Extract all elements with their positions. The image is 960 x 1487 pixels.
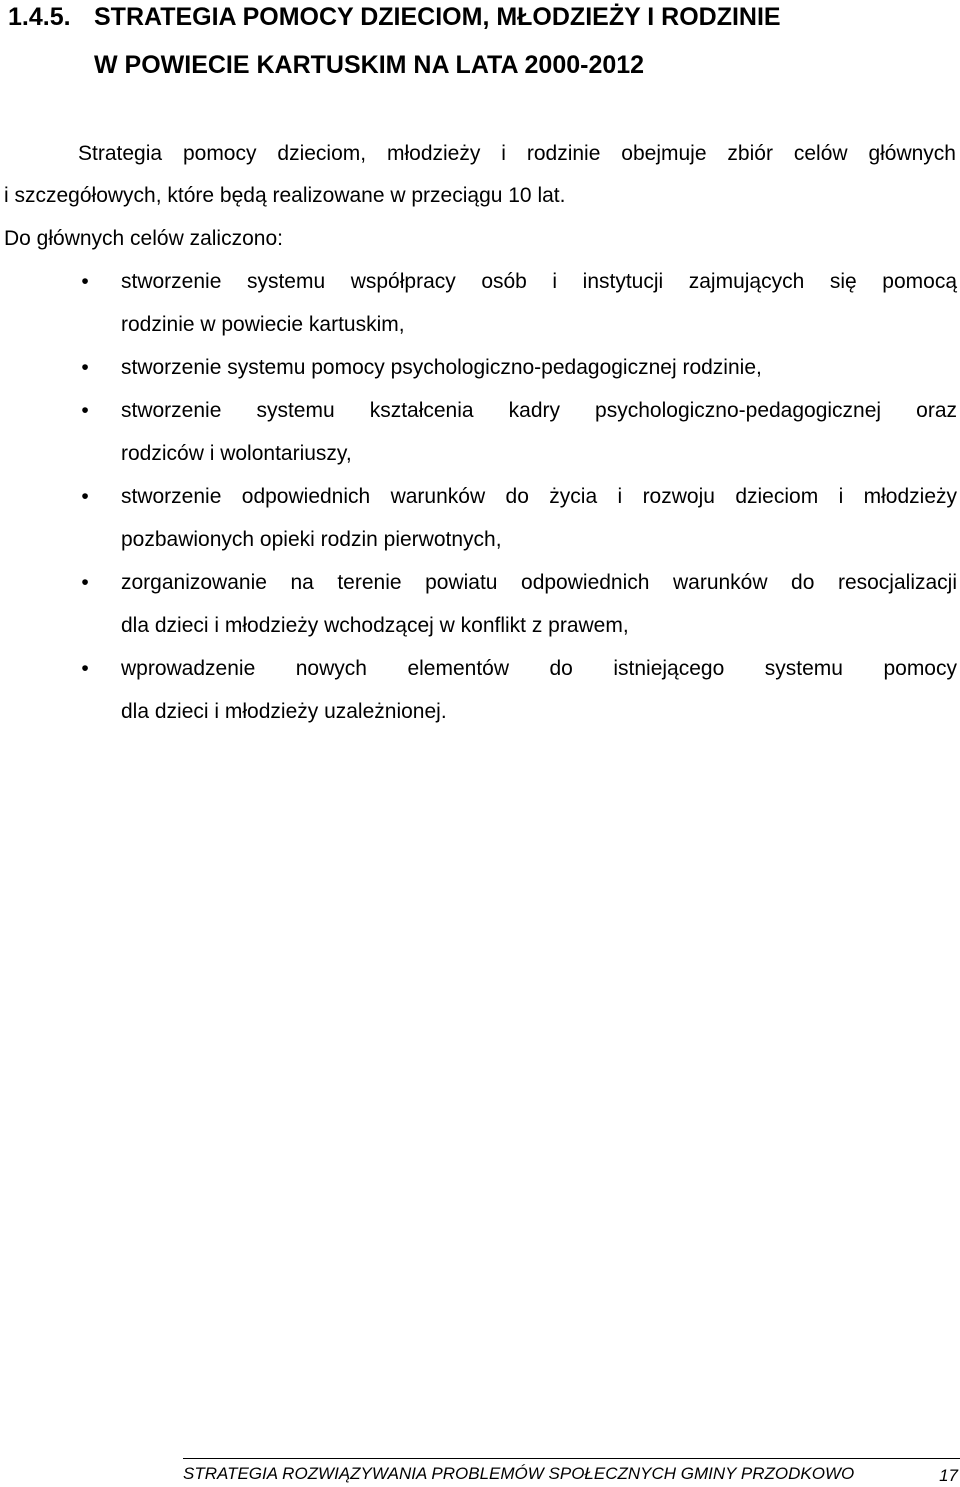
goal-3-line-1: stworzenie systemu kształcenia kadry psychologiczno-pedagogicznej oraz [121, 399, 957, 422]
goals-intro: Do głównych celów zaliczono: [4, 227, 283, 250]
goal-4-line-1: stworzenie odpowiednich warunków do życia i rozwoju dzieciom i młodzieży [121, 485, 957, 508]
bullet-icon: • [81, 571, 89, 594]
bullet-icon: • [81, 657, 89, 680]
goal-4-line-2: pozbawionych opieki rodzin pierwotnych, [121, 528, 502, 551]
footer-title: STRATEGIA ROZWIĄZYWANIA PROBLEMÓW SPOŁECZNYCH GMINY PRZODKOWO [183, 1464, 855, 1483]
intro-line-2: i szczegółowych, które będą realizowane w przeciągu 10 lat. [4, 184, 566, 207]
goal-6-line-1: wprowadzenie nowych elementów do istniejącego systemu pomocy [121, 657, 957, 680]
goal-2-line-1: stworzenie systemu pomocy psychologiczno-pedagogicznej rodzinie, [121, 356, 762, 379]
bullet-icon: • [81, 399, 89, 422]
intro-line-1: Strategia pomocy dzieciom, młodzieży i rodzinie obejmuje zbiór celów głównych [78, 142, 956, 165]
section-title-line-2: W POWIECIE KARTUSKIM NA LATA 2000-2012 [94, 51, 645, 79]
goal-5-line-1: zorganizowanie na terenie powiatu odpowiednich warunków do resocjalizacji [121, 571, 957, 594]
goal-3-line-2: rodziców i wolontariuszy, [121, 442, 352, 465]
page-number: 17 [939, 1466, 958, 1485]
section-heading [8, 2, 781, 32]
section-title-line-1: STRATEGIA POMOCY DZIECIOM, MŁODZIEŻY I RODZINIE [94, 3, 781, 31]
bullet-icon: • [81, 485, 89, 508]
goal-6-line-2: dla dzieci i młodzieży uzależnionej. [121, 700, 447, 723]
bullet-icon: • [81, 270, 89, 293]
goal-1-line-2: rodzinie w powiecie kartuskim, [121, 313, 405, 336]
footer-divider [183, 1458, 960, 1459]
goal-5-line-2: dla dzieci i młodzieży wchodzącej w konflikt z prawem, [121, 614, 629, 637]
goal-1-line-1: stworzenie systemu współpracy osób i instytucji zajmujących się pomocą [121, 270, 957, 293]
bullet-icon: • [81, 356, 89, 379]
section-number: 1.4.5. [8, 3, 71, 31]
